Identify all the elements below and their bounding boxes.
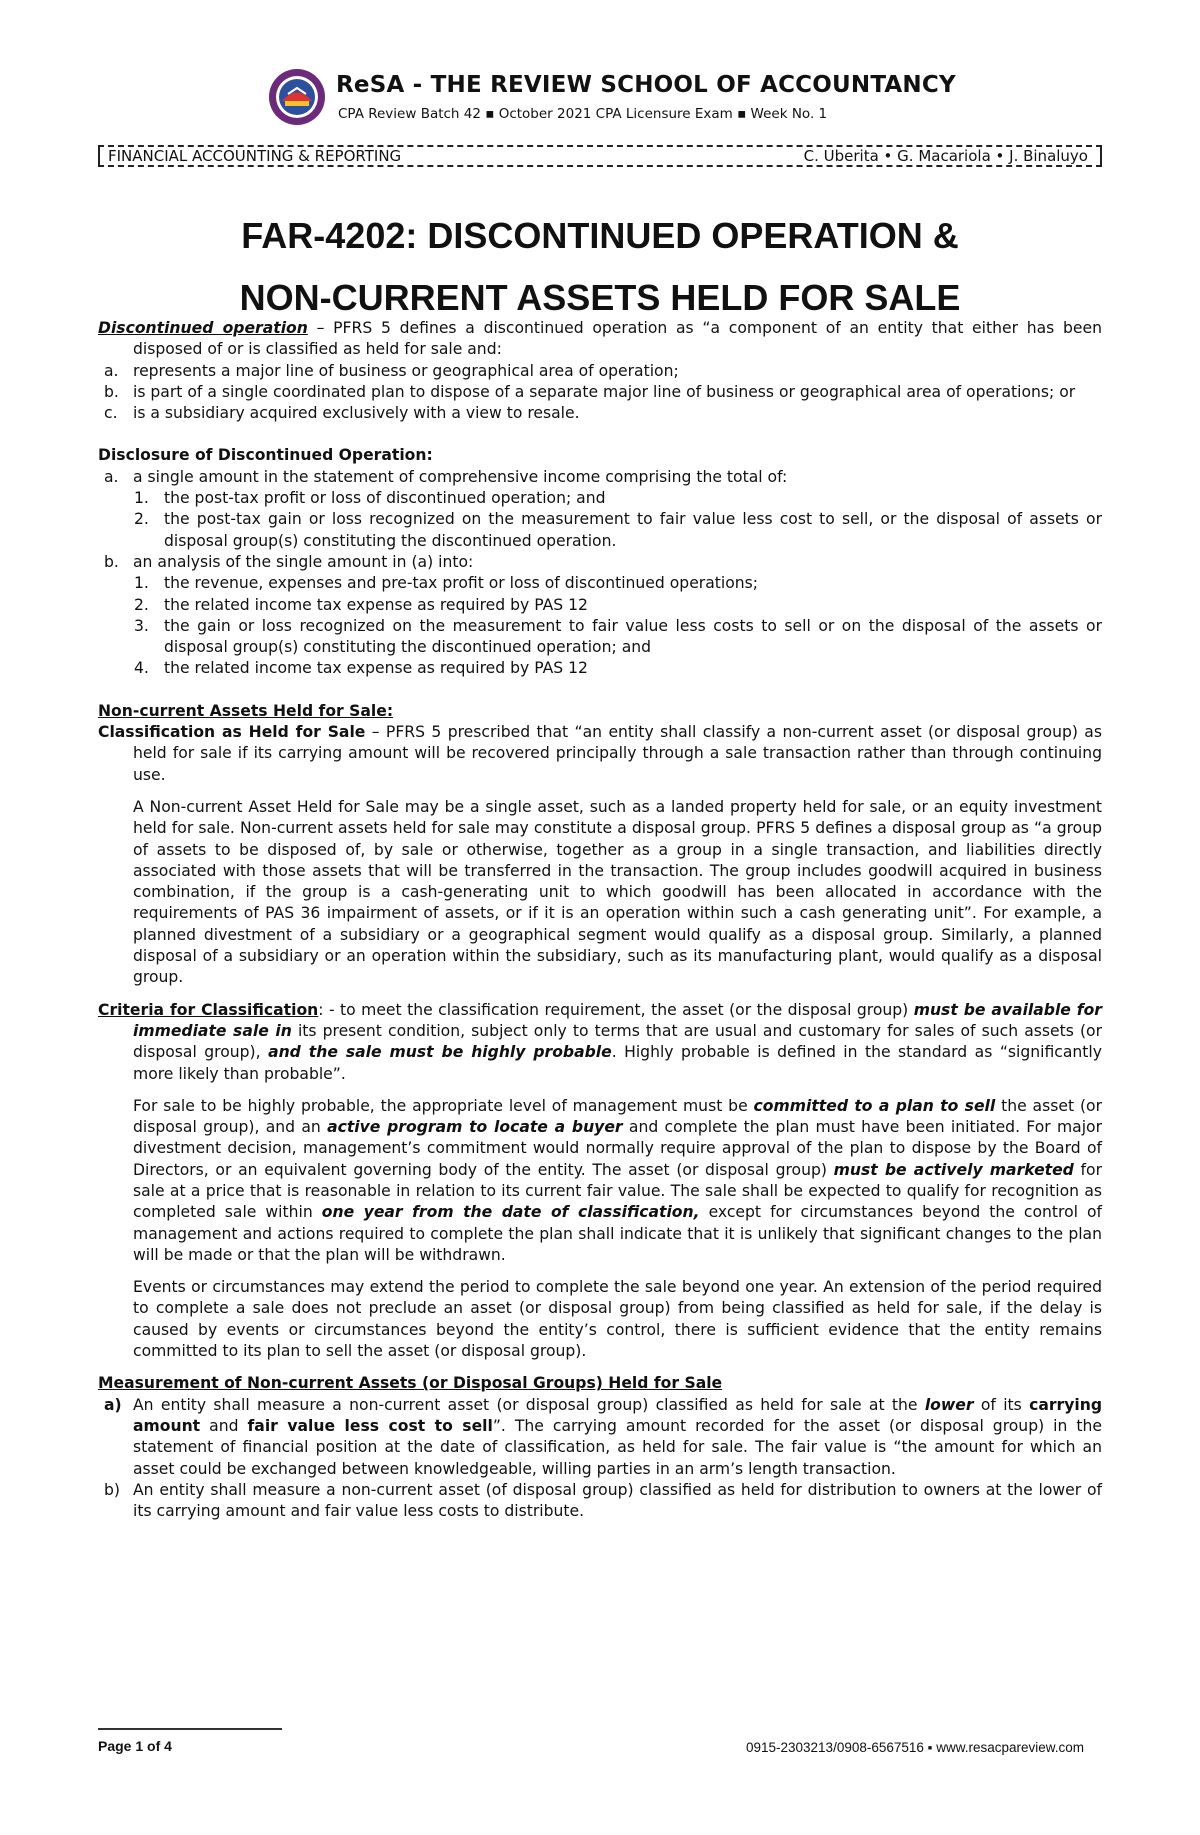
document-title xyxy=(98,205,1102,329)
list-item: 3. the gain or loss recognized on the measurement to fair value less costs to sell or on the disposal of the assets or disposal group(s) constituting the discontinued operation; and xyxy=(134,616,1102,657)
lecturers: C. Uberita • G. Macariola • J. Binaluyo xyxy=(803,147,1088,165)
list-item: b. an analysis of the single amount in (a) into: xyxy=(104,552,474,571)
list-item: b) An entity shall measure a non-current asset (of disposal group) classified as held for distribution to owners at the lower of its carrying amount and fair value less costs to distribute. xyxy=(104,1480,1102,1521)
criteria-paragraph: Criteria for Classification: - to meet the classification requirement, the asset (or the disposal group) must be available for immediate sale in its present condition, subject only to terms that are usual and customary for sales of such assets (or disposal group), and the sale must be highly probable. Highly probable is defined in the standard as “significantly more likely than probable”. xyxy=(98,1000,1103,1083)
batch-info: CPA Review Batch 42 ▪ October 2021 CPA Licensure Exam ▪ Week No. 1 xyxy=(338,106,828,122)
list-item: a. a single amount in the statement of comprehensive income comprising the total of: xyxy=(104,467,788,486)
contact-info: 0915-2303213/0908-6567516 ▪ www.resacpareview.com xyxy=(745,1740,1084,1755)
list-item: c. is a subsidiary acquired exclusively with a view to resale. xyxy=(104,404,580,423)
list-item: a) An entity shall measure a non-current asset (or disposal group) classified as held for sale at the lower of its carrying amount and fair value less cost to sell”. The carrying amount recorded for the asset (or disposal group) in the statement of financial position at the date of classification, as held for sale. The fair value is “the amount for which an asset could be exchanged between knowledgeable, willing parties in an arm’s length transaction. xyxy=(104,1395,1102,1478)
footer-rule xyxy=(98,1728,282,1730)
list-item: 1. the post-tax profit or loss of discontinued operation; and xyxy=(134,489,606,508)
disclosure-heading: Disclosure of Discontinued Operation: xyxy=(98,446,433,465)
list-item: 2. the related income tax expense as required by PAS 12 xyxy=(134,595,588,614)
document-body xyxy=(98,318,1102,1522)
resa-seal-logo xyxy=(268,68,326,126)
list-item: a. represents a major line of business or geographical area of operation; xyxy=(104,361,679,380)
school-name: ReSA - THE REVIEW SCHOOL OF ACCOUNTANCY xyxy=(336,72,956,98)
extension-paragraph: Events or circumstances may extend the period to complete the sale beyond one year. An extension of the period required to complete a sale does not preclude an asset (or disposal group) from being classified as held for sale, if the delay is caused by events or circumstances beyond the entity’s control, there is sufficient evidence that the entity remains committed to its plan to sell the asset (or disposal group). xyxy=(133,1278,1102,1361)
subject-bar xyxy=(98,145,1102,167)
title-line-2: NON-CURRENT ASSETS HELD FOR SALE xyxy=(239,277,961,318)
list-item: b. is part of a single coordinated plan to dispose of a separate major line of business or geographical area of operations; or xyxy=(104,382,1076,401)
highly-probable-paragraph: For sale to be highly probable, the appropriate level of management must be committed to a plan to sell the asset (or disposal group), and an active program to locate a buyer and complete the plan must have been initiated. For major divestment decision, management’s commitment would normally require approval of the plan to dispose by the Board of Directors, or an equivalent governing body of the entity. The asset (or disposal group) must be actively marketed for sale at a price that is reasonable in relation to its current fair value. The sale shall be expected to qualify for recognition as completed sale within one year from the date of classification, except for circumstances beyond the control of management and actions required to complete the plan shall indicate that it is unlikely that significant changes to the plan will be made or that the plan will be withdrawn. xyxy=(133,1096,1103,1264)
title-line-1: FAR-4202: DISCONTINUED OPERATION & xyxy=(241,215,959,256)
list-item: 2. the post-tax gain or loss recognized on the measurement to fair value less cost to sell, or the disposal of assets or disposal group(s) constituting the discontinued operation. xyxy=(134,510,1102,550)
discontinued-definition: Discontinued operation – PFRS 5 defines a discontinued operation as “a component of an entity that either has been disposed of or is classified as held for sale and: xyxy=(98,319,1102,359)
list-item: 4. the related income tax expense as required by PAS 12 xyxy=(134,659,588,678)
classification-paragraph: Classification as Held for Sale – PFRS 5 prescribed that “an entity shall classify a non-current asset (or disposal group) as held for sale if its carrying amount will be recovered principally through a sale transaction rather than through continuing use. xyxy=(98,723,1102,784)
measurement-heading: Measurement of Non-current Assets (or Disposal Groups) Held for Sale xyxy=(98,1374,723,1393)
document-header xyxy=(98,68,1102,165)
disposal-group-paragraph: A Non-current Asset Held for Sale may be a single asset, such as a landed property held for sale, or an equity investment held for sale. Non-current assets held for sale may constitute a disposal group. PFRS 5 defines a disposal group as “a group of assets to be disposed of, by sale or otherwise, together as a group in a single transaction, and liabilities directly associated with those assets that will be transferred in the transaction. The group includes goodwill acquired in business combination, if the group is a cash-generating unit to which goodwill has been allocated in accordance with the requirements of PAS 36 impairment of assets, or if it is an operation within such a cash generating unit”. For example, a planned divestment of a subsidiary or a geographical segment would qualify as a disposal group. Similarly, a planned disposal of a subsidiary or an operation within the subsidiary, such as its manufacturing plant, would qualify as a disposal group. xyxy=(133,797,1102,987)
discontinued-term: Discontinued operation xyxy=(98,319,308,337)
list-item: 1. the revenue, expenses and pre-tax profit or loss of discontinued operations; xyxy=(134,574,759,593)
subject-name: FINANCIAL ACCOUNTING & REPORTING xyxy=(108,147,402,165)
page-number: Page 1 of 4 xyxy=(98,1738,172,1754)
ncahfs-heading: Non-current Assets Held for Sale: xyxy=(98,701,394,720)
